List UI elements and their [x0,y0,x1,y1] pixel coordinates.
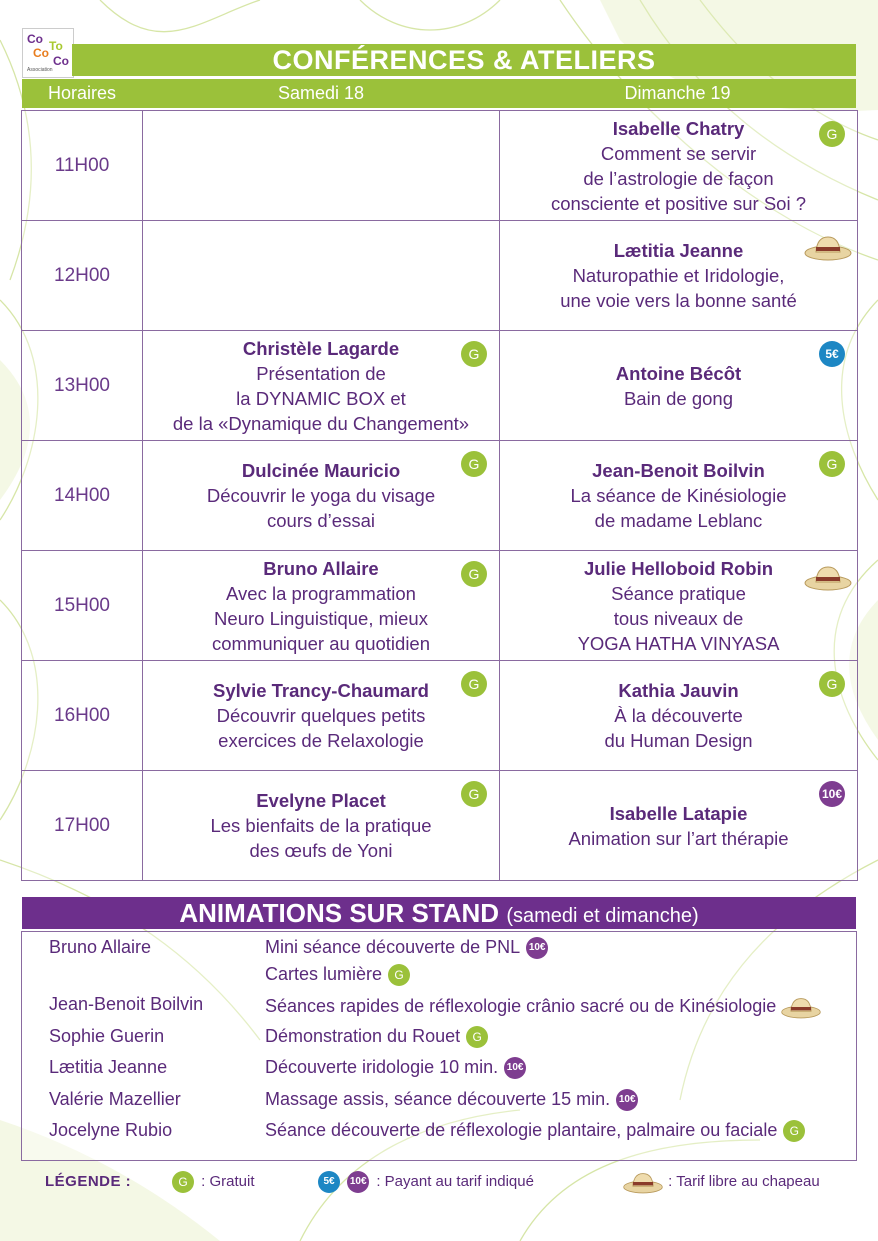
speaker-name: Christèle Lagarde [242,337,400,359]
logo-text: Co [27,32,43,46]
animations-title-text: ANIMATIONS SUR STAND [179,898,500,928]
free-badge-icon: G [461,451,487,477]
free-badge-icon: G [819,671,845,697]
animation-row [22,1057,856,1085]
dimanche-cell [500,661,858,771]
logo-text: To [49,39,63,53]
free-badge-icon: G [461,561,487,587]
time-cell: 14H00 [22,441,143,551]
speaker-name: Lætitia Jeanne [613,240,744,261]
price-badge-icon: 10€ [819,781,845,807]
animation-description [265,1026,488,1048]
session-title-line: de la «Dynamique du Changement» [172,412,470,434]
schedule-row [22,661,858,771]
free-badge-icon: G [819,451,845,477]
session-title-line: une voie vers la bonne santé [560,290,797,311]
session-title-line: tous niveaux de [613,607,744,629]
free-badge-icon: G [466,1026,488,1048]
legend [0,1166,878,1196]
animator-name: Jean-Benoit Boilvin [49,994,204,1014]
price-5-badge-icon: 5€ [318,1171,340,1193]
animation-description [265,1057,526,1079]
association-logo [22,28,74,78]
time-cell: 13H00 [22,331,143,441]
animation-text: Cartes lumière [265,964,383,984]
samedi-cell [143,441,500,551]
free-badge-icon: G [388,964,410,986]
animation-row [22,994,856,1022]
hat-icon [803,229,853,265]
schedule-header [22,79,856,108]
price-badge-icon: 10€ [616,1089,638,1111]
speaker-name: Bruno Allaire [263,557,379,579]
hat-icon [622,1169,664,1195]
animation-description [265,937,548,959]
time-cell: 15H00 [22,551,143,661]
speaker-name: Julie Helloboid Robin [583,557,774,579]
schedule-row [22,771,858,881]
time-cell: 17H00 [22,771,143,881]
schedule-row [22,551,858,661]
dimanche-cell [500,331,858,441]
legend-paid-label: : Payant au tarif indiqué [376,1172,534,1190]
speaker-name: Isabelle Chatry [612,117,745,139]
animation-text: Séance découverte de réflexologie plantaire, palmaire ou faciale [265,1120,778,1140]
header-dimanche: Dimanche 19 [624,83,731,103]
free-badge-icon: G [819,121,845,147]
legend-paid [318,1171,534,1193]
session-title-line: cours d’essai [267,510,375,531]
price-badge-icon: 10€ [526,937,548,959]
legend-free-label: : Gratuit [201,1172,255,1190]
animations-subtitle: (samedi et dimanche) [506,905,699,927]
free-badge-icon: G [461,671,487,697]
animation-row [22,1089,856,1117]
animator-name: Bruno Allaire [49,937,152,957]
session-title-line: Découvrir quelques petits [216,705,426,726]
speaker-name: Dulcinée Mauricio [241,460,401,481]
schedule-row [22,111,858,221]
session-title-line: Séance pratique [611,582,746,604]
animation-text: Découverte iridologie 10 min. [265,1057,499,1077]
schedule-row [22,331,858,441]
speaker-name: Antoine Bécôt [615,362,742,384]
conferences-title: CONFÉRENCES & ATELIERS [72,44,856,76]
dimanche-cell [500,111,858,221]
session-title-line: Animation sur l’art thérapie [568,827,789,849]
session-title-line: Découvrir le yoga du visage [206,485,436,506]
price-badge-icon: 10€ [504,1057,526,1079]
animator-name: Valérie Mazellier [49,1089,181,1109]
animation-description [265,994,822,1020]
session-title-line: Naturopathie et Iridologie, [572,265,785,286]
animator-name: Jocelyne Rubio [49,1120,173,1140]
session-title-line: Neuro Linguistique, mieux [214,607,428,629]
schedule-row [22,221,858,331]
samedi-cell [143,551,500,661]
legend-hat-label: : Tarif libre au chapeau [668,1172,820,1190]
time-cell: 16H00 [22,661,143,771]
session-title-line: Comment se servir [600,142,757,164]
dimanche-cell [500,771,858,881]
session-title-line: Les bienfaits de la pratique [210,815,432,836]
hat-icon [803,559,853,595]
session-title-line: Avec la programmation [226,582,416,604]
animator-name: Sophie Guerin [49,1026,165,1046]
session-title-line: de l’astrologie de façon [583,167,774,189]
legend-hat [618,1169,820,1195]
speaker-name: Isabelle Latapie [609,802,748,824]
samedi-cell [143,111,500,221]
free-badge-icon: G [461,341,487,367]
session-title-line: YOGA HATHA VINYASA [577,632,780,654]
animator-name: Lætitia Jeanne [49,1057,168,1077]
animation-row [22,1120,856,1148]
time-cell: 11H00 [22,111,143,221]
price-badge-icon: 5€ [819,341,845,367]
animation-text: Démonstration du Rouet [265,1026,461,1046]
logo-text: Co [33,46,49,60]
animation-text: Séances rapides de réflexologie crânio sacré ou de Kinésiologie [265,995,777,1016]
header-horaires: Horaires [47,83,117,103]
speaker-name: Kathia Jauvin [618,680,739,701]
animation-row [22,964,856,992]
logo-text: Association [27,67,53,73]
animation-text: Massage assis, séance découverte 15 min. [265,1089,611,1109]
session-title-line: du Human Design [604,730,753,751]
schedule-table [21,110,858,881]
price-10-badge-icon: 10€ [347,1171,369,1193]
legend-title: LÉGENDE : [45,1173,132,1190]
animation-description [265,964,410,986]
animations-title [22,897,856,929]
session-title-line: des œufs de Yoni [249,840,393,861]
session-title-line: consciente et positive sur Soi ? [550,192,807,214]
samedi-cell [143,221,500,331]
animations-list [21,931,857,1161]
session-title-line: de madame Leblanc [594,510,763,531]
header-samedi: Samedi 18 [277,83,365,103]
session-title-line: la DYNAMIC BOX et [236,387,406,409]
animation-description [265,1089,638,1111]
dimanche-cell [500,551,858,661]
legend-free [172,1171,255,1193]
animation-row [22,937,856,965]
session-title-line: À la découverte [614,705,743,726]
samedi-cell [143,331,500,441]
free-badge-icon: G [783,1120,805,1142]
samedi-cell [143,661,500,771]
dimanche-cell [500,221,858,331]
hat-icon [780,994,822,1020]
free-badge-icon: G [461,781,487,807]
logo-text: Co [53,54,69,68]
animation-description [265,1120,805,1142]
session-title-line: communiquer au quotidien [211,632,431,654]
samedi-cell [143,771,500,881]
session-title-line: exercices de Relaxologie [218,730,424,751]
speaker-name: Evelyne Placet [256,790,386,811]
animation-text: Mini séance découverte de PNL [265,937,521,957]
schedule-row [22,441,858,551]
animation-row [22,1026,856,1054]
speaker-name: Sylvie Trancy-Chaumard [213,680,429,701]
session-title-line: La séance de Kinésiologie [570,485,787,506]
session-title-line: Bain de gong [623,387,734,409]
speaker-name: Jean-Benoit Boilvin [592,460,765,481]
dimanche-cell [500,441,858,551]
free-badge-icon: G [172,1171,194,1193]
session-title-line: Présentation de [256,362,386,384]
time-cell: 12H00 [22,221,143,331]
